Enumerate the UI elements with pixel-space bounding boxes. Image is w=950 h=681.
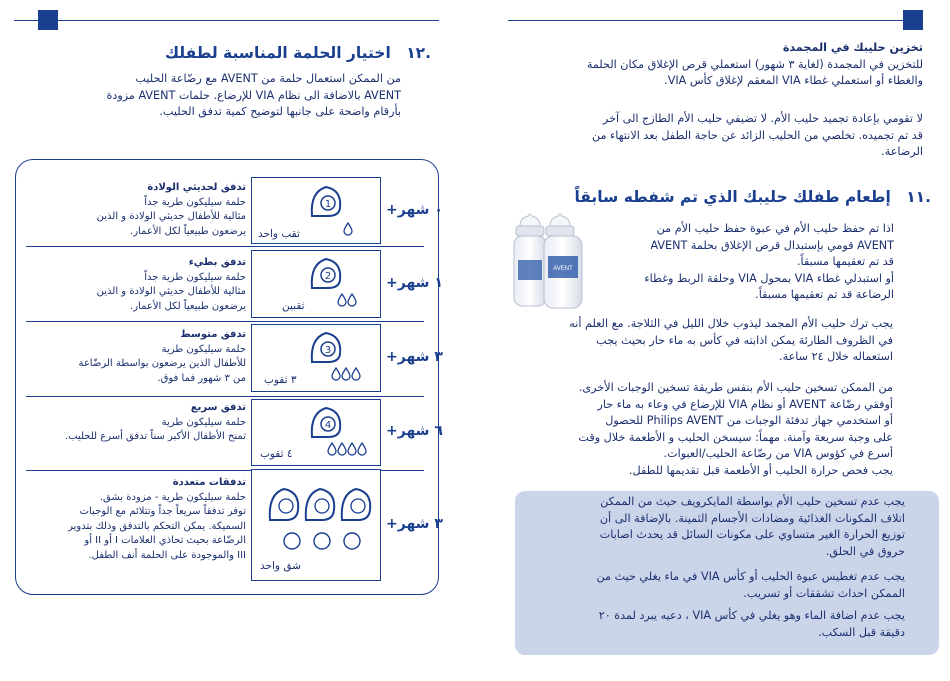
slit-icon [280,530,364,552]
section-11-title [574,188,931,206]
bottle-brand-label: AVENT [553,266,573,272]
nipple-icon [306,254,346,294]
freezing-note-line: قد تم تجميده. تخلصي من الحليب الزائد عن حاجة الطفل بعد الانتهاء من [591,128,923,142]
warning-2 [529,569,905,602]
row-line: مثالية للأطفال حديثي الولادة و الذين [96,211,246,222]
nipple-icon-box [251,469,381,581]
row-line: حلمة سيليكون طرية جداً [144,271,246,283]
row-title: تدفق لحديثي الولادة [147,182,246,193]
table-row [16,474,443,584]
p2-line: استعماله خلال ٢٤ ساعة. [779,350,893,363]
row-description [30,328,246,386]
section-11-p2 [515,316,893,366]
nipple-icon [306,328,346,368]
row-line: للأطفال الذين يرضعون بواسطة الرضّاعة [78,358,246,369]
section-11-p1 [598,221,894,304]
freezing-line: والغطاء أو استعملي غطاء VIA المعقم لإغلاق كأس VIA. [664,74,923,87]
hole-count: ثقبين [282,300,305,312]
row-title: تدفقات متعددة [172,477,246,488]
p2-line: في الظروف الطارئة يمكن اذابته في كأس به ماء حار بحيث يجب [596,333,893,347]
drop-icon [326,442,368,456]
bottle-back [514,214,546,306]
drop-icon [336,293,358,307]
row-line: تمنح الأطفال الأكبر سناً تدفق أسرع للحليب. [64,431,246,442]
nipple-icon-box [251,399,381,466]
row-line: حلمة سيليكون طرية - مزودة بشق. [99,491,246,503]
section-12-title [165,44,431,62]
age-label: ٣ شهر+ [386,516,443,532]
hole-count: شق واحد [260,560,301,572]
section-11-p3 [515,380,893,479]
section-11-heading: إطعام طفلك حليبك الذي تم شفطه سابقاً [574,188,891,206]
p2-line: يجب ترك حليب الأم المجمد ليذوب خلال الليل في الثلاجة. مع العلم أنه [569,317,893,330]
age-label: ١ شهر+ [386,275,443,291]
p1-line: اذا تم حفظ حليب الأم في عبوة حفظ حليب الأم من [656,222,894,235]
warning-1-line: توزيع الحرارة الغير متساوي على مكونات السائل قد يحدث اصابات [599,528,905,541]
nipple-icon-box [251,177,381,244]
row-title: تدفق متوسط [180,329,246,340]
nipple-number: 2 [324,271,332,282]
row-divider [26,396,424,397]
section-12-number: .١٢ [406,44,431,62]
warning-2-line: يجب عدم تغطيس عبوة الحليب أو كأس VIA في ماء يغلي حيث من [596,570,905,583]
table-row [16,250,443,320]
top-rule-left [14,20,439,21]
row-line: السميكة. يمكن التحكم بالتدفق وذلك بتدوير [68,520,246,532]
hole-count: ٣ ثقوب [264,374,297,386]
freezing-note-line: لا تقومي بإعادة تجميد حليب الأم. لا تضيفي حليب الأم الطازج الى آخر [602,112,923,125]
p3-line: أسرع في كؤوس VIA من رضّاعة الحليب/العبوات. [663,447,893,460]
drop-icon [342,222,354,236]
row-line: توفر تدفقاً سريعاً جداً وتتلائم مع الوجبات [79,506,246,517]
p3-line: يجب فحص حرارة الحليب أو الأطعمة قبل تقديمها للطفل. [628,463,893,477]
p1-line: AVENT قومي بإستبدال قرص الإغلاق بحلمة AVENT [650,238,894,252]
warning-box [515,491,939,655]
freezing-heading: تخزين حليبك في المجمدة [782,41,923,54]
age-label: ٦ شهر+ [386,423,443,439]
row-line: يرضعون طبيعياً لكل الأعمار. [130,225,246,237]
p3-line: أوفقي رضّاعة AVENT أو نظام VIA للإرضاع في وعاء به ماء حار [597,397,893,411]
row-divider [26,246,424,247]
warning-1-line: حروق في الحلق. [825,544,905,558]
row-line: حلمة سيليكون طرية جداً [144,196,246,208]
row-title: تدفق سريع [190,402,246,413]
row-description [30,256,246,314]
age-label: ٣ شهر+ [386,349,443,365]
warning-1-line: يجب عدم تسخين حليب الأم بواسطة المايكرويف حيث من الممكن [600,495,905,508]
row-title: تدفق بطيء [188,257,246,268]
intro-line: من الممكن استعمال حلمة من AVENT مع رضّاعة الحليب [135,72,401,85]
row-description [30,181,246,239]
section-11-number: .١١ [906,188,931,206]
hole-count: ٤ ثقوب [260,448,293,460]
corner-square-right [903,10,923,30]
table-row [16,399,443,464]
row-line: من ٣ شهور فما فوق. [157,372,246,384]
p3-line: أو استخدمي جهاز تدفئة الوجبات من Philips AVENT للحصول [605,414,893,427]
nipple-number: 4 [324,420,332,431]
warning-1 [529,494,905,560]
freezing-note-line: الرضاعة. [881,145,923,158]
warning-1-line: اتلاف المكونات الغذائية ومضادات الأجسام الثمينة. بالإضافة الى أن [599,511,905,525]
p1-line: الرضاعة قد تم تعقيمها مسبقاً. [755,288,894,301]
p1-line: قد تم تعقيمها مسبقاً. [796,255,894,268]
nipple-icon [306,403,346,443]
nipple-number: 3 [324,345,332,356]
p3-line: من الممكن تسخين حليب الأم بنفس طريقة تسخين الوجبات الأخرى. [578,381,893,394]
bottle-front [544,214,582,308]
nipple-icon-box [251,250,381,318]
table-row [16,324,443,394]
hole-count: ثقب واحد [258,228,300,240]
nipple-number: 1 [324,199,332,210]
warning-3-line: دقيقة قبل السكب. [818,625,905,639]
warning-3 [529,608,905,641]
row-description [30,401,246,445]
row-line: حلمة سيليكون طرية [161,343,246,355]
nipple-icon [306,182,346,222]
nipple-icon [266,482,376,526]
drop-icon [330,367,362,381]
row-line: مثالية للأطفال حديثي الولادة و الذين [96,286,246,297]
row-line: يرضعون طبيعياً لكل الأعمار. [130,300,246,312]
row-description [30,476,246,563]
row-line: الرضّاعة بحيث تحاذي العلامات I أو II أو [84,535,246,546]
table-row [16,160,443,245]
row-line: حلمة سيليكون طرية [161,416,246,428]
nipple-flow-table [15,159,443,595]
freezing-note [515,111,923,161]
warning-2-line: الممكن احداث تشققات أو تسريب. [743,586,905,600]
freezing-block [515,40,923,90]
p3-line: على وجبة سريعة وآمنة. مهماً: سيسخن الحليب و الأطعمة خلال وقت [578,430,893,444]
freezing-line: للتخزين في المجمدة (لغاية ٣ شهور) استعملي قرص الإغلاق مكان الحلمة [586,57,923,71]
section-12-heading: اختيار الحلمة المناسبة لطفلك [164,44,391,62]
intro-line: بأرقام واضحة على جانبها لتوضيح كمية تدفق الحليب. [159,105,401,118]
p1-line: أو استبدلي غطاء VIA بمحول VIA وحلقة الربط وغطاء [644,271,894,285]
intro-line: AVENT بالاضافة الى نظام VIA للإرضاع. حلمات AVENT مزودة [106,88,401,102]
warning-3-line: يجب عدم اضافة الماء وهو يغلي في كأس VIA ، دعيه يبرد لمدة ٢٠ [598,609,905,622]
row-line: III والموجودة على الحلمة أنف الطفل. [88,549,246,561]
row-divider [26,321,424,322]
top-rule-right [508,20,918,21]
baby-bottle-icon [506,212,598,310]
nipple-icon-box [251,324,381,392]
section-12-intro [40,71,401,121]
age-label: ٠ شهر+ [386,202,443,218]
